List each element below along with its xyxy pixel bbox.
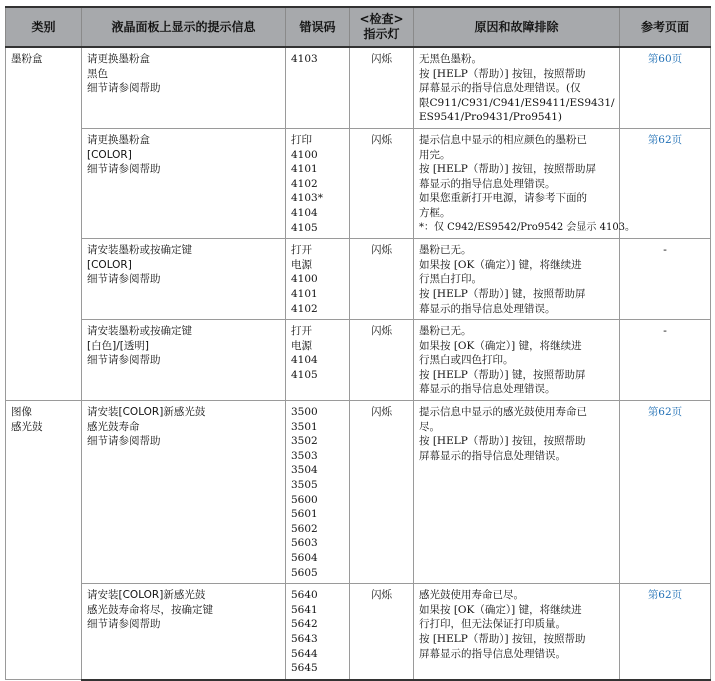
message-cell-line: 请安装墨粉或按确定键: [87, 325, 192, 338]
message-cell-line: 细节请参阅帮助: [87, 354, 161, 367]
category-cell: [6, 401, 82, 680]
message-cell-line: [COLOR]: [87, 148, 132, 161]
cause-cell-line: *：仅 C942/ES9542/Pro9542 会显示 4103。: [419, 221, 636, 233]
header-cause: 原因和故障排除: [414, 7, 620, 47]
error-code-cell-line: 4105: [291, 221, 318, 234]
reference-none: -: [663, 325, 667, 338]
message-cell-line: [白色]/[透明]: [87, 339, 149, 352]
error-code-cell-line: 3501: [291, 420, 318, 433]
cause-cell-line: 感光鼓使用寿命已尽。: [419, 589, 524, 602]
message-cell-line: 细节请参阅帮助: [87, 82, 161, 95]
error-code-cell-line: 5602: [291, 522, 318, 535]
cause-cell-line: 按 [HELP（帮助）] 按钮，按照帮助: [419, 435, 586, 448]
table-header-row: [6, 7, 711, 47]
category-cell: [6, 47, 82, 401]
error-code-cell-line: 4104: [291, 206, 318, 219]
table-row: [6, 47, 711, 128]
error-code-cell: [286, 239, 350, 320]
error-code-cell-line: 电源: [291, 258, 312, 271]
error-code-cell-line: 5641: [291, 603, 318, 616]
cause-cell-line: 按 [HELP（帮助）] 键，按照帮助屏: [419, 287, 586, 300]
error-code-cell-line: 3502: [291, 435, 318, 448]
message-cell-line: 请更换墨粉盒: [87, 133, 150, 146]
indicator-cell: 闪烁: [350, 401, 414, 584]
indicator-cell: 闪烁: [350, 239, 414, 320]
table-body: [6, 47, 711, 680]
reference-cell: [620, 47, 711, 128]
error-code-cell-line: 3505: [291, 479, 318, 492]
message-cell-line: 请安装[COLOR]新感光鼓: [87, 406, 206, 419]
cause-cell: [414, 320, 620, 401]
error-code-cell-line: 4100: [291, 148, 318, 161]
cause-cell-line: 提示信息中显示的感光鼓使用寿命已: [419, 406, 587, 419]
table-row: [6, 320, 711, 401]
cause-cell-line: 屏幕显示的指导信息处理错误。: [419, 647, 566, 660]
message-cell-line: 细节请参阅帮助: [87, 435, 161, 448]
error-code-cell-line: 4102: [291, 177, 318, 190]
cause-cell-line: 幕显示的指导信息处理错误。: [419, 177, 556, 190]
cause-cell: [414, 128, 636, 238]
error-code-cell: [286, 128, 350, 238]
message-cell-line: 感光鼓寿命将尽，按确定键: [87, 603, 213, 616]
indicator-cell: 闪烁: [350, 47, 414, 128]
error-code-cell-line: 5604: [291, 552, 318, 564]
message-cell-line: 请安装[COLOR]新感光鼓: [87, 589, 206, 602]
message-cell-line: [COLOR]: [87, 258, 132, 271]
header-category: 类别: [6, 7, 82, 47]
header-indicator: [350, 7, 414, 47]
cause-cell-line: 尽。: [419, 420, 440, 433]
cause-cell-line: 屏幕显示的指导信息处理错误。(仅: [419, 82, 581, 95]
category-cell-line: 感光鼓: [11, 420, 43, 433]
table-row: [6, 401, 711, 584]
table-row: [6, 128, 711, 238]
cause-cell-line: 幕显示的指导信息处理错误。: [419, 302, 556, 315]
message-cell-line: 请更换墨粉盒: [87, 53, 150, 65]
cause-cell-line: 按 [HELP（帮助）] 按钮，按照帮助: [419, 67, 586, 80]
page-reference-link[interactable]: 第62页: [647, 589, 683, 602]
header-indicator-line1: <检查>: [359, 12, 404, 26]
message-cell: [82, 47, 286, 128]
cause-cell-line: 行黑白打印。: [419, 273, 482, 286]
error-code-cell-line: 电源: [291, 339, 312, 352]
message-cell-line: 细节请参阅帮助: [87, 163, 161, 176]
cause-cell-line: 限C911/C931/C941/ES9411/ES9431/: [419, 96, 615, 109]
indicator-cell: 闪烁: [350, 584, 414, 680]
message-cell: [82, 401, 286, 584]
error-code-cell-line: 5642: [291, 618, 318, 631]
table-row: [6, 239, 711, 320]
cause-cell-line: 屏幕显示的指导信息处理错误。: [419, 449, 566, 462]
indicator-cell: 闪烁: [350, 320, 414, 401]
message-cell-line: 请安装墨粉或按确定键: [87, 244, 192, 257]
message-cell: [82, 128, 286, 238]
header-indicator-line2: 指示灯: [363, 27, 400, 41]
error-code-cell-line: 打开: [291, 244, 312, 257]
error-code-cell-line: 4104: [291, 354, 318, 367]
cause-cell-line: 按 [HELP（帮助）] 键，按照帮助屏: [419, 368, 586, 381]
error-code-cell-line: 3504: [291, 464, 318, 477]
message-cell-line: 感光鼓寿命: [87, 420, 140, 433]
error-code-cell-line: 5605: [291, 566, 318, 579]
message-cell: [82, 584, 286, 680]
message-cell-line: 细节请参阅帮助: [87, 618, 161, 631]
cause-cell-line: 墨粉已无。: [419, 325, 472, 338]
error-code-cell: [286, 584, 350, 680]
cause-cell: [414, 239, 620, 320]
cause-cell-line: 如果按 [OK（确定）] 键，将继续进: [419, 258, 582, 271]
message-cell-line: 黑色: [87, 67, 108, 80]
error-code-cell: [286, 401, 350, 584]
page-reference-link[interactable]: 第60页: [647, 53, 683, 65]
cause-cell-line: 按 [HELP（帮助）] 按钮，按照帮助: [419, 632, 586, 645]
cause-cell-line: 如果按 [OK（确定）] 键，将继续进: [419, 339, 582, 352]
error-code-cell-line: 4101: [291, 163, 318, 176]
header-code: 错误码: [286, 7, 350, 47]
error-code-cell-line: 5644: [291, 647, 318, 660]
cause-cell-line: 如果按 [OK（确定）] 键，将继续进: [419, 603, 582, 616]
cause-cell-line: 行黑白或四色打印。: [419, 354, 514, 367]
error-code-cell: [286, 47, 350, 128]
reference-cell: [620, 401, 711, 584]
error-code-cell: [286, 320, 350, 401]
table-row: [6, 584, 711, 680]
cause-cell: [414, 401, 620, 584]
cause-cell-line: 幕显示的指导信息处理错误。: [419, 383, 556, 396]
cause-cell-line: 无黑色墨粉。: [419, 53, 482, 65]
message-cell-line: 细节请参阅帮助: [87, 273, 161, 286]
reference-none: -: [663, 244, 667, 257]
error-code-cell-line: 4102: [291, 302, 318, 315]
error-code-cell-line: 3503: [291, 449, 318, 462]
cause-cell-line: 用完。: [419, 148, 451, 161]
error-code-cell-line: 5645: [291, 662, 318, 675]
cause-cell-line: 提示信息中显示的相应颜色的墨粉已: [419, 133, 587, 146]
message-cell: [82, 239, 286, 320]
error-code-cell-line: 打印: [291, 133, 312, 146]
page-reference-link[interactable]: 第62页: [647, 133, 683, 146]
category-cell-line: 图像: [11, 406, 32, 419]
error-code-cell-line: 4103: [291, 53, 318, 65]
error-code-cell-line: 5601: [291, 508, 318, 521]
cause-cell-line: 墨粉已无。: [419, 244, 472, 257]
reference-cell: [620, 584, 711, 680]
indicator-cell: 闪烁: [350, 128, 414, 238]
message-cell: [82, 320, 286, 401]
cause-cell-line: 方框。: [419, 206, 451, 219]
cause-cell-line: ES9541/Pro9431/Pro9541): [419, 111, 563, 124]
error-code-cell-line: 4101: [291, 287, 318, 300]
error-code-cell-line: 打开: [291, 325, 312, 338]
error-code-cell-line: 3500: [291, 406, 318, 419]
error-code-cell-line: 4103*: [291, 192, 323, 205]
error-table: [5, 6, 711, 681]
reference-cell: [620, 239, 711, 320]
cause-cell: [414, 584, 620, 680]
error-code-cell-line: 5603: [291, 537, 318, 550]
error-code-cell-line: 5600: [291, 493, 318, 506]
page-reference-link[interactable]: 第62页: [647, 406, 683, 419]
header-message: 液晶面板上显示的提示信息: [82, 7, 286, 47]
error-code-cell-line: 5643: [291, 632, 318, 645]
cause-cell: [414, 47, 620, 128]
reference-cell: [620, 320, 711, 401]
error-code-cell-line: 4105: [291, 368, 318, 381]
cause-cell-line: 如果您重新打开电源，请参考下面的: [419, 192, 587, 205]
error-code-cell-line: 5640: [291, 589, 318, 602]
error-code-cell-line: 4100: [291, 273, 318, 286]
cause-cell-line: 行打印，但无法保证打印质量。: [419, 618, 566, 631]
category-cell-line: 墨粉盒: [11, 53, 43, 65]
header-reference: 参考页面: [620, 7, 711, 47]
cause-cell-line: 按 [HELP（帮助）] 按钮，按照帮助屏: [419, 163, 596, 176]
